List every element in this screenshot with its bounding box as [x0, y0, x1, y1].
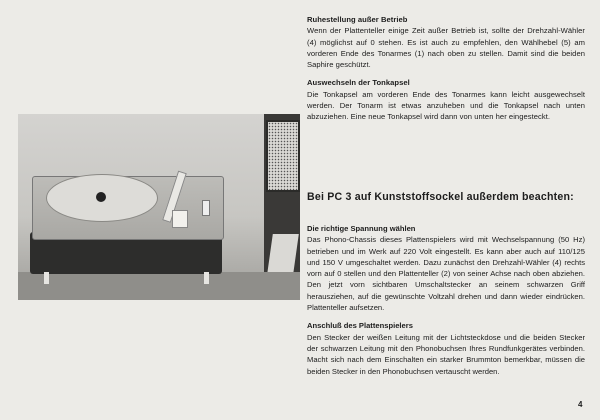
base-leg-left [44, 272, 49, 284]
section-body: Den Stecker der weißen Leitung mit der Lichtsteckdose und die beiden Stecker der schwarzen Leitung mit den Phonobuchsen Ihres Rundfunkgerätes verbinden. Macht sich nach dem Einschalten ein starker Brummton bemerkbar, müssen die beiden Stecker in den Phonobuchsen vertauscht werden. [307, 332, 585, 376]
section-spannung [307, 223, 585, 313]
section-anschluss [307, 320, 585, 376]
section-body: Die Tonkapsel am vorderen Ende des Tonarmes kann leicht ausgewechselt werden. Der Tonarm ist etwas anzuheben und die Tonkapsel nach unten abzuziehen. Eine neue Tonkapsel wird dann von unten her eingesteckt. [307, 89, 585, 122]
table-surface [18, 272, 300, 300]
cartridge-headshell [172, 210, 188, 228]
record-player-photo [18, 114, 300, 300]
section-body: Das Phono-Chassis dieses Plattenspielers wird mit Wechselspannung (50 Hz) betrieben und im Werk auf 220 Volt eingestellt. Es kann aber auch auf 110/125 und 150 V umgeschaltet werden. Dazu zunächst den Drehzahl-Wähler (4) rechts vorn auf 0 stellen und den Plattenteller (2) von seiner Achse nach oben abziehen. Den jetzt vorn sichtbaren Umschaltstecker an seinem schwarzen Griff herausziehen, auf die gewünschte Voltzahl drehen und dann wieder eindrücken. Plattenteller aufsetzen. [307, 235, 585, 313]
main-heading: Bei PC 3 auf Kunststoffsockel außerdem beachten: [307, 191, 574, 203]
section-title: Die richtige Spannung wählen [307, 224, 416, 233]
section-title: Ruhestellung außer Betrieb [307, 15, 408, 24]
section-title: Anschluß des Plattenspielers [307, 321, 413, 331]
top-text-column [307, 14, 585, 130]
base-leg-right [204, 272, 209, 284]
section-title: Auswechseln der Tonkapsel [307, 78, 410, 88]
spindle [96, 192, 106, 202]
section-ruhestellung [307, 14, 585, 70]
section-body: Wenn der Plattenteller einige Zeit außer Betrieb ist, sollte der Drehzahl-Wähler (4) möglichst auf 0 stehen. Es ist auch zu empfehlen, den Wählhebel (5) am vorderen Ende des Tonarmes (1) nach oben zu stellen. Damit sind die beiden Saphire geschützt. [307, 26, 585, 70]
bottom-text-column [307, 223, 585, 384]
page-number: 4 [578, 400, 583, 409]
section-tonkapsel [307, 77, 585, 122]
speed-selector-knob [202, 200, 210, 216]
radio-speaker-grille [266, 120, 300, 192]
